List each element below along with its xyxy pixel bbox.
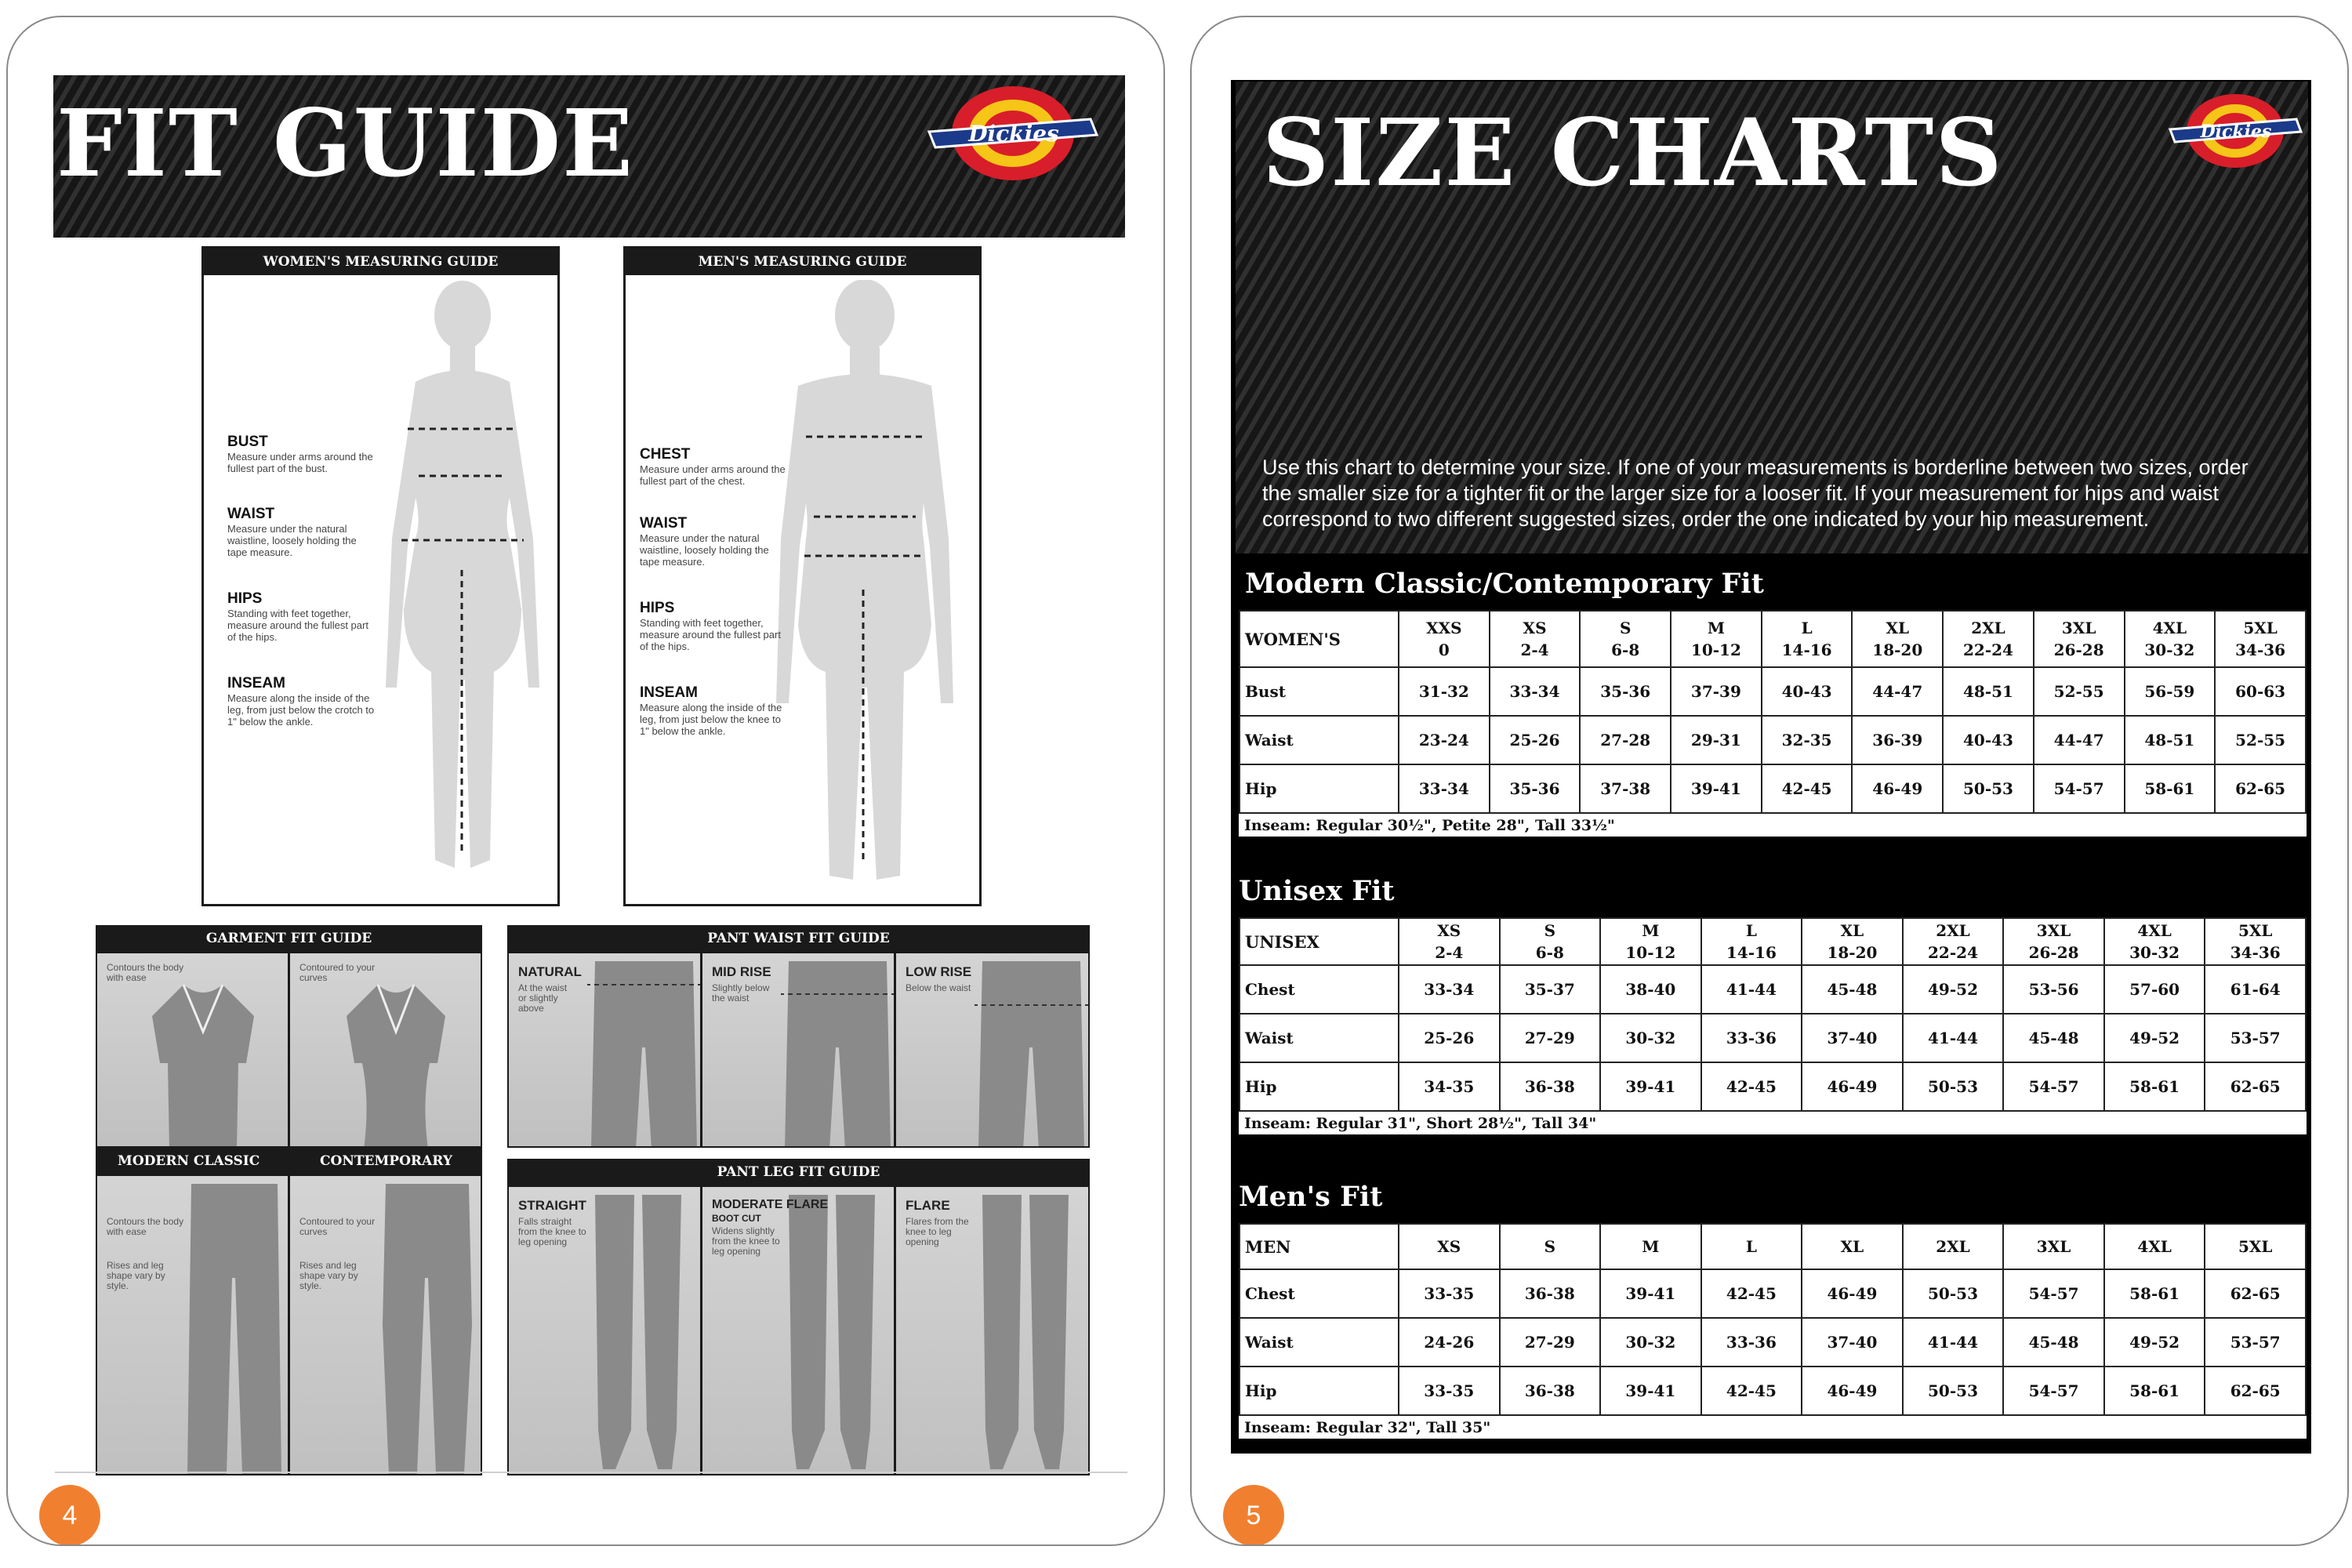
logo-wordmark: Dickies [2200, 122, 2272, 142]
cell-value: 33-35 [1399, 1367, 1500, 1415]
cell-value: 33-36 [1701, 1318, 1802, 1367]
fit-guide-page [6, 16, 1165, 1546]
cell-value: 45-48 [2003, 1014, 2104, 1062]
size-header: 5XL [2205, 1224, 2306, 1269]
size-header: M 10-12 [1671, 611, 1762, 667]
size-charts-page [1190, 16, 2349, 1546]
cell-value: 54-57 [2034, 764, 2125, 813]
table-note-row [1240, 1415, 2306, 1439]
size-header: 3XL 26-28 [2003, 918, 2104, 965]
cell-value: 54-57 [2003, 1269, 2104, 1318]
pant-leg-fit-guide [507, 1159, 1090, 1475]
mens-measuring-guide [623, 246, 982, 906]
cell-value: 33-34 [1490, 667, 1581, 716]
table-row [1240, 716, 2306, 764]
page-title: SIZE CHARTS [1262, 98, 2004, 207]
table-header-row [1240, 918, 2306, 965]
cell-value: 42-45 [1701, 1367, 1802, 1415]
pant-leg-heading: PANT LEG FIT GUIDE [507, 1159, 1090, 1185]
inseam-note: Inseam: Regular 30½", Petite 28", Tall 33½" [1240, 813, 2306, 837]
cell-value: 48-51 [2125, 716, 2216, 764]
cell-value: 62-65 [2215, 764, 2306, 813]
table-header-row [1240, 1224, 2306, 1269]
hips-description: Standing with feet together, measure around the fullest part of the hips. [640, 617, 781, 652]
bust-description: Measure under arms around the fullest part of the bust. [227, 451, 373, 474]
mid-rise-desc: Slightly below the waist [712, 982, 770, 1004]
low-rise-cell [895, 952, 1090, 1148]
cell-value: 41-44 [1701, 965, 1802, 1014]
waist-label: WAIST [227, 506, 275, 522]
cell-value: 35-36 [1580, 667, 1671, 716]
cell-value: 53-57 [2205, 1318, 2306, 1367]
cell-value: 53-56 [2003, 965, 2104, 1014]
cell-value: 36-38 [1500, 1269, 1601, 1318]
cell-value: 42-45 [1762, 764, 1853, 813]
row-label: Chest [1240, 1269, 1399, 1318]
cell-value: 62-65 [2205, 1269, 2306, 1318]
cell-value: 46-49 [1852, 764, 1943, 813]
shirt-figure-icon [144, 985, 262, 1148]
cell-value: 37-40 [1802, 1014, 1903, 1062]
table-header-label: WOMEN'S [1240, 611, 1399, 667]
size-header: 5XL 34-36 [2205, 918, 2306, 965]
row-label: Waist [1240, 1318, 1399, 1367]
cell-value: 36-38 [1500, 1367, 1601, 1415]
flare-cell [895, 1185, 1090, 1475]
contemporary-heading: CONTEMPORARY [289, 1148, 482, 1174]
page-number-badge: 5 [1223, 1485, 1284, 1546]
low-rise-label: LOW RISE [906, 964, 972, 979]
cell-value: 44-47 [2034, 716, 2125, 764]
mens-guide-heading: MEN'S MEASURING GUIDE [626, 249, 979, 275]
cell-value: 41-44 [1903, 1014, 2004, 1062]
cell-value: 39-41 [1600, 1062, 1701, 1111]
size-header: 4XL [2104, 1224, 2205, 1269]
cell-value: 36-39 [1852, 716, 1943, 764]
cell-value: 42-45 [1701, 1062, 1802, 1111]
row-label: Bust [1240, 667, 1399, 716]
cell-value: 24-26 [1399, 1318, 1500, 1367]
garment-fit-modern-top [96, 952, 289, 1148]
moderate-flare-label: MODERATE FLARE [712, 1198, 829, 1211]
cell-value: 30-32 [1600, 1318, 1701, 1367]
row-label: Hip [1240, 1367, 1399, 1415]
garment-fit-desc: Contoured to your curves [299, 962, 376, 983]
flare-label: FLARE [906, 1198, 950, 1213]
size-header: 4XL 30-32 [2104, 918, 2205, 965]
cell-value: 45-48 [2003, 1318, 2104, 1367]
table-header-label: MEN [1240, 1224, 1399, 1269]
cell-value: 58-61 [2104, 1367, 2205, 1415]
pant-waist-heading: PANT WAIST FIT GUIDE [507, 925, 1090, 952]
contemporary-desc2: Rises and leg shape vary by style. [299, 1260, 358, 1291]
moderate-flare-desc: Widens slightly from the knee to leg opening [712, 1225, 780, 1257]
chest-label: CHEST [640, 446, 691, 463]
womens-size-table [1239, 610, 2307, 837]
leg-figure-icon [773, 1195, 891, 1475]
size-header: L [1701, 1224, 1802, 1269]
natural-desc: At the waist or slightly above [518, 982, 568, 1014]
cell-value: 33-35 [1399, 1269, 1500, 1318]
cell-value: 54-57 [2003, 1367, 2104, 1415]
cell-value: 46-49 [1802, 1269, 1903, 1318]
size-header: 3XL [2003, 1224, 2104, 1269]
womens-measuring-guide [201, 246, 560, 906]
unisex-section-title: Unisex Fit [1239, 875, 1395, 907]
chest-description: Measure under arms around the fullest part of the chest. [640, 463, 786, 487]
cell-value: 33-34 [1399, 764, 1490, 813]
size-header: S 6-8 [1580, 611, 1671, 667]
row-label: Chest [1240, 965, 1399, 1014]
inseam-note: Inseam: Regular 32", Tall 35" [1240, 1415, 2306, 1439]
cell-value: 29-31 [1671, 716, 1762, 764]
hips-description: Standing with feet together, measure around the fullest part of the hips. [227, 608, 368, 643]
low-rise-desc: Below the waist [906, 982, 971, 993]
garment-fit-guide [96, 925, 482, 1475]
man-figure-illustration [775, 280, 955, 899]
pant-waist-fit-guide [507, 925, 1090, 1148]
table-row [1240, 1014, 2306, 1062]
row-label: Hip [1240, 1062, 1399, 1111]
size-header: M 10-12 [1600, 918, 1701, 965]
cell-value: 25-26 [1399, 1014, 1500, 1062]
size-header: 2XL 22-24 [1903, 918, 2004, 965]
pant-figure-icon [183, 1184, 285, 1474]
cell-value: 58-61 [2104, 1269, 2205, 1318]
cell-value: 52-55 [2215, 716, 2306, 764]
modern-classic-pant [96, 1174, 289, 1475]
garment-fit-desc: Contours the body with ease [107, 962, 184, 983]
cell-value: 58-61 [2104, 1062, 2205, 1111]
dickies-logo [926, 85, 1100, 182]
cell-value: 50-53 [1903, 1269, 2004, 1318]
size-header: XS 2-4 [1399, 918, 1500, 965]
natural-label: NATURAL [518, 964, 582, 979]
size-header: L 14-16 [1701, 918, 1802, 965]
size-header: S 6-8 [1500, 918, 1601, 965]
waist-label: WAIST [640, 515, 688, 532]
size-header: L 14-16 [1762, 611, 1853, 667]
row-label: Waist [1240, 716, 1399, 764]
cell-value: 62-65 [2205, 1062, 2306, 1111]
size-header: XS [1399, 1224, 1500, 1269]
cell-value: 33-36 [1701, 1014, 1802, 1062]
size-header: 3XL 26-28 [2034, 611, 2125, 667]
cell-value: 37-39 [1671, 667, 1762, 716]
straight-desc: Falls straight from the knee to leg opening [518, 1216, 586, 1247]
size-header: XL 18-20 [1802, 918, 1903, 965]
table-row [1240, 1367, 2306, 1415]
contemporary-pant [289, 1174, 482, 1475]
womens-guide-heading: WOMEN'S MEASURING GUIDE [204, 249, 557, 275]
cell-value: 39-41 [1600, 1367, 1701, 1415]
cell-value: 57-60 [2104, 965, 2205, 1014]
cell-value: 32-35 [1762, 716, 1853, 764]
cell-value: 49-52 [1903, 965, 2004, 1014]
cell-value: 56-59 [2125, 667, 2216, 716]
cell-value: 27-28 [1580, 716, 1671, 764]
cell-value: 48-51 [1943, 667, 2034, 716]
leg-figure-icon [579, 1195, 697, 1475]
size-header: M [1600, 1224, 1701, 1269]
page-divider [55, 1472, 1127, 1473]
size-header: XL 18-20 [1852, 611, 1943, 667]
cell-value: 61-64 [2205, 965, 2306, 1014]
cell-value: 41-44 [1903, 1318, 2004, 1367]
cell-value: 34-35 [1399, 1062, 1500, 1111]
size-header: XS 2-4 [1490, 611, 1581, 667]
table-header-row [1240, 611, 2306, 667]
contemporary-desc: Contoured to your curves [299, 1216, 376, 1237]
cell-value: 37-40 [1802, 1318, 1903, 1367]
waist-description: Measure under the natural waistline, loosely holding the tape measure. [640, 532, 769, 568]
cell-value: 25-26 [1490, 716, 1581, 764]
cell-value: 45-48 [1802, 965, 1903, 1014]
cell-value: 54-57 [2003, 1062, 2104, 1111]
inseam-description: Measure along the inside of the leg, from just below the knee to 1" below the ankle. [640, 702, 782, 737]
straight-label: STRAIGHT [518, 1198, 586, 1213]
cell-value: 46-49 [1802, 1367, 1903, 1415]
cell-value: 39-41 [1671, 764, 1762, 813]
inseam-description: Measure along the inside of the leg, from just below the crotch to 1" below the ankle. [227, 692, 375, 728]
cell-value: 62-65 [2205, 1367, 2306, 1415]
cell-value: 50-53 [1903, 1062, 2004, 1111]
page-number-badge: 4 [39, 1485, 100, 1546]
cell-value: 39-41 [1600, 1269, 1701, 1318]
table-row [1240, 1062, 2306, 1111]
mens-size-table [1239, 1223, 2307, 1439]
size-header: XL [1802, 1224, 1903, 1269]
modern-classic-section-title: Modern Classic/Contemporary Fit [1245, 568, 1764, 600]
cell-value: 53-57 [2205, 1014, 2306, 1062]
inseam-note: Inseam: Regular 31", Short 28½", Tall 34" [1240, 1111, 2306, 1134]
cell-value: 38-40 [1600, 965, 1701, 1014]
size-header: S [1500, 1224, 1601, 1269]
pant-figure-icon [587, 961, 701, 1148]
mid-rise-label: MID RISE [712, 964, 771, 979]
table-note-row [1240, 1111, 2306, 1134]
boot-cut-label: BOOT CUT [712, 1213, 761, 1224]
cell-value: 37-38 [1580, 764, 1671, 813]
cell-value: 58-61 [2125, 764, 2216, 813]
size-header: 5XL 34-36 [2215, 611, 2306, 667]
modern-classic-desc: Contours the body with ease [107, 1216, 184, 1237]
table-header-label: UNISEX [1240, 918, 1399, 965]
moderate-flare-cell [701, 1185, 895, 1475]
size-charts-banner [1236, 82, 2308, 554]
pant-figure-icon [376, 1184, 478, 1474]
mens-section-title: Men's Fit [1239, 1181, 1383, 1213]
inseam-label: INSEAM [227, 675, 285, 691]
size-header: 4XL 30-32 [2125, 611, 2216, 667]
hips-label: HIPS [227, 590, 263, 607]
cell-value: 40-43 [1943, 716, 2034, 764]
bust-label: BUST [227, 434, 268, 450]
cell-value: 40-43 [1762, 667, 1853, 716]
table-row [1240, 667, 2306, 716]
cell-value: 35-36 [1490, 764, 1581, 813]
cell-value: 31-32 [1399, 667, 1490, 716]
table-note-row [1240, 813, 2306, 837]
inseam-label: INSEAM [640, 684, 698, 701]
leg-figure-icon [967, 1195, 1084, 1475]
cell-value: 46-49 [1802, 1062, 1903, 1111]
cell-value: 49-52 [2104, 1014, 2205, 1062]
size-header: 2XL [1903, 1224, 2004, 1269]
woman-figure-illustration [384, 280, 541, 899]
row-label: Hip [1240, 764, 1399, 813]
cell-value: 60-63 [2215, 667, 2306, 716]
cell-value: 33-34 [1399, 965, 1500, 1014]
cell-value: 50-53 [1903, 1367, 2004, 1415]
page-title: FIT GUIDE [56, 89, 635, 198]
flare-desc: Flares from the knee to leg opening [906, 1216, 969, 1247]
cell-value: 50-53 [1943, 764, 2034, 813]
size-chart-intro: Use this chart to determine your size. If one of your measurements is borderline between two sizes, order the smaller size for a tighter fit or the larger size for a looser fit. If your measurement for hips and waist correspond to two different suggested sizes, order the one indicated by your hip measurement. [1262, 456, 2249, 531]
shirt-figure-icon [337, 985, 455, 1148]
cell-value: 30-32 [1600, 1014, 1701, 1062]
table-row [1240, 965, 2306, 1014]
cell-value: 35-37 [1500, 965, 1601, 1014]
cell-value: 42-45 [1701, 1269, 1802, 1318]
cell-value: 27-29 [1500, 1318, 1601, 1367]
table-row [1240, 764, 2306, 813]
fit-guide-banner [53, 75, 1125, 238]
cell-value: 27-29 [1500, 1014, 1601, 1062]
size-header: XXS 0 [1399, 611, 1490, 667]
cell-value: 49-52 [2104, 1318, 2205, 1367]
waist-description: Measure under the natural waistline, loosely holding the tape measure. [227, 523, 357, 558]
garment-fit-contemporary-top [289, 952, 482, 1148]
table-row [1240, 1269, 2306, 1318]
pant-figure-icon [781, 961, 895, 1148]
mid-rise-cell [701, 952, 895, 1148]
cell-value: 23-24 [1399, 716, 1490, 764]
modern-classic-desc2: Rises and leg shape vary by style. [107, 1260, 165, 1291]
cell-value: 52-55 [2034, 667, 2125, 716]
table-row [1240, 1318, 2306, 1367]
natural-waist-cell [507, 952, 702, 1148]
straight-leg-cell [507, 1185, 702, 1475]
dickies-logo [2167, 93, 2303, 169]
cell-value: 44-47 [1852, 667, 1943, 716]
modern-classic-heading: MODERN CLASSIC [96, 1148, 289, 1174]
hips-label: HIPS [640, 600, 675, 616]
size-header: 2XL 22-24 [1943, 611, 2034, 667]
garment-fit-heading: GARMENT FIT GUIDE [96, 925, 482, 952]
logo-wordmark: Dickies [968, 121, 1059, 147]
row-label: Waist [1240, 1014, 1399, 1062]
unisex-size-table [1239, 917, 2307, 1134]
cell-value: 36-38 [1500, 1062, 1601, 1111]
